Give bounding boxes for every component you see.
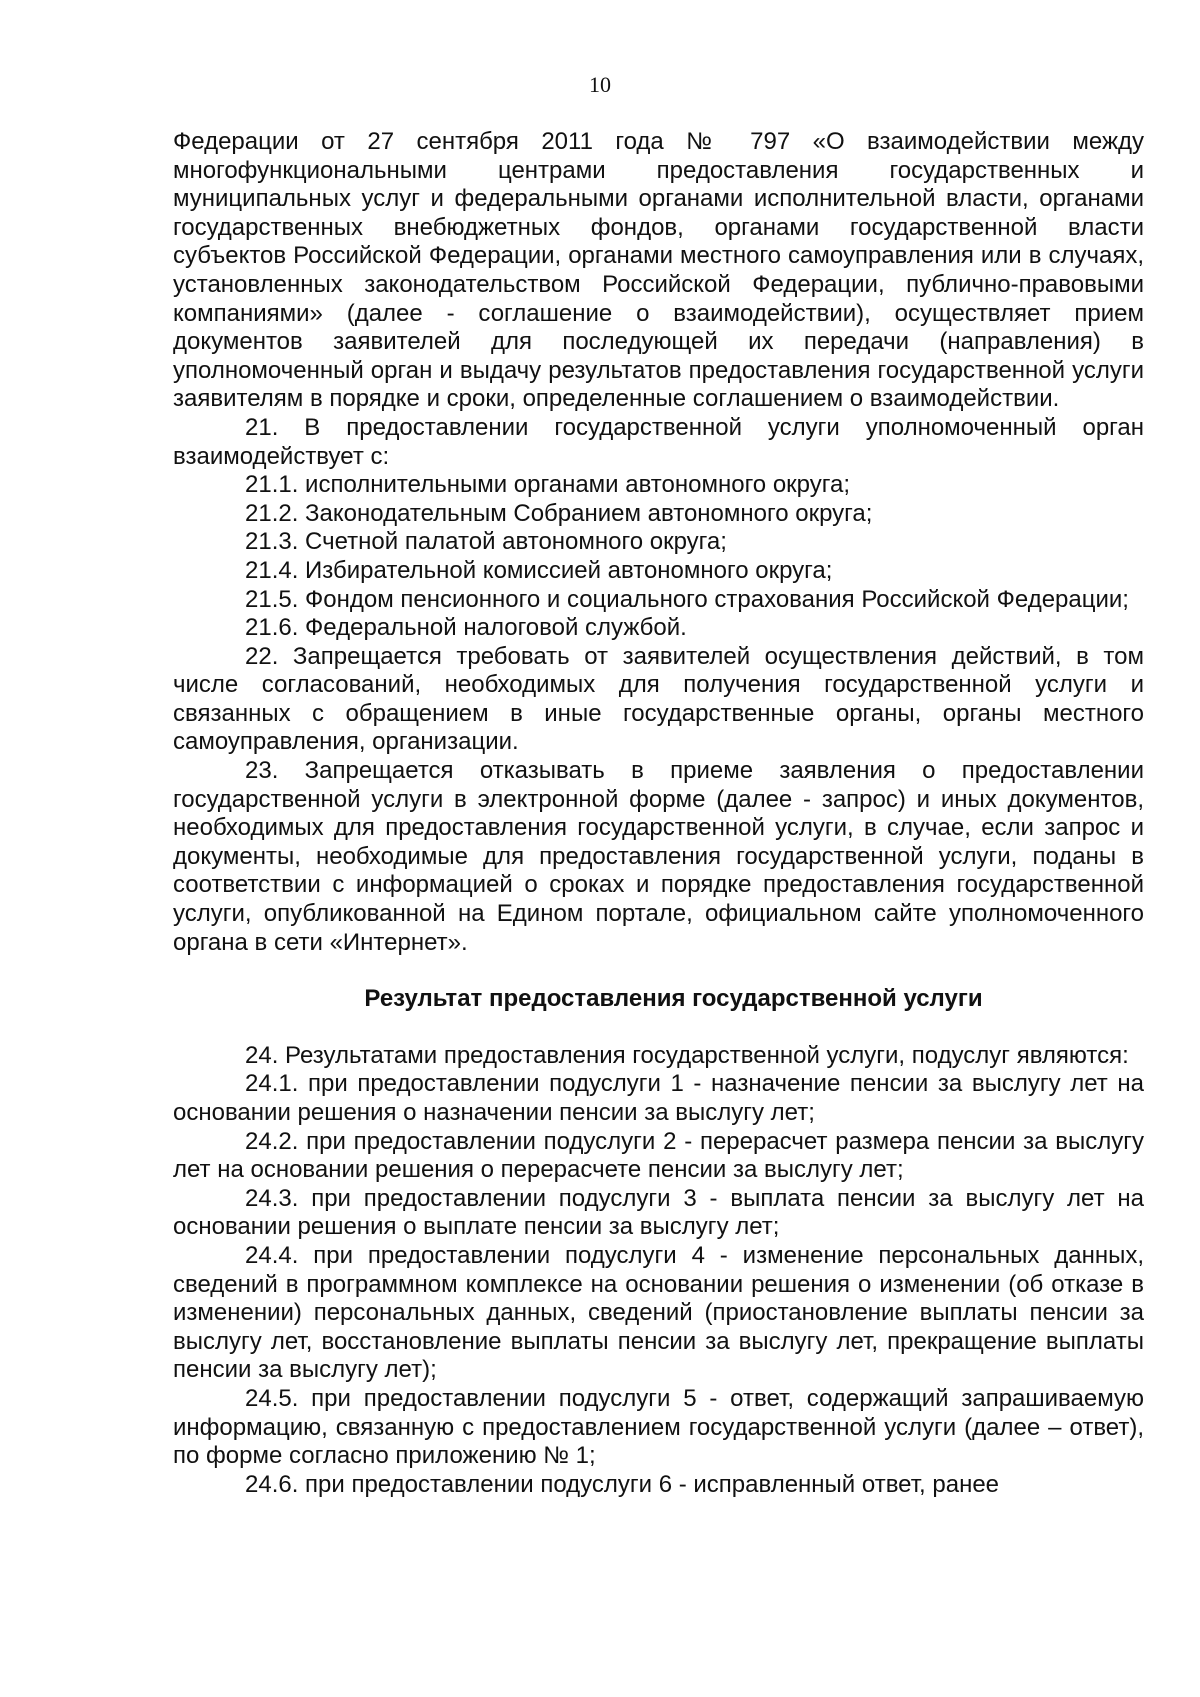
- paragraph: 24.3. при предоставлении подуслуги 3 - выплата пенсии за выслугу лет на основании решения о выплате пенсии за выслугу лет;: [173, 1184, 1144, 1241]
- paragraph: 21.2. Законодательным Собранием автономного округа;: [245, 499, 873, 527]
- paragraph: 21.3. Счетной палатой автономного округа;: [245, 528, 727, 556]
- page-number: 10: [589, 72, 611, 97]
- paragraphs-before-heading: [173, 128, 1144, 957]
- paragraph: Федерации от 27 сентября 2011 года № 797 «О взаимодействии между многофункциональными центрами предоставления государственных и муниципальных услуг и федеральными органами исполнительной власти, органами государственных внебюджетных фондов, органами государственной власти субъектов Российской Федерации, органами местного самоуправления или в случаях, установленных законодательством Российской Федерации, публично-правовыми компаниями» (далее - соглашение о взаимодействии), осуществляет прием документов заявителей для последующей их передачи (направления) в уполномоченный орган и выдачу результатов предоставления государственной услуги заявителям в порядке и сроки, определенные соглашением о взаимодействии.: [173, 128, 1144, 413]
- paragraph: 23. Запрещается отказывать в приеме заявления о предоставлении государственной услуги в электронной форме (далее - запрос) и иных документов, необходимых для предоставления государственной услуги, в случае, если запрос и документы, необходимые для предоставления государственной услуги, поданы в соответствии с информацией о сроках и порядке предоставления государственной услуги, опубликованной на Едином портале, официальном сайте уполномоченного органа в сети «Интернет».: [173, 757, 1144, 956]
- paragraph: 21.4. Избирательной комиссией автономного округа;: [245, 556, 833, 584]
- paragraph: 24.4. при предоставлении подуслуги 4 - изменение персональных данных, сведений в программном комплексе на основании решения о изменении (об отказе в изменении) персональных данных, сведений (приостановление выплаты пенсии за выслугу лет, восстановление выплаты пенсии за выслугу лет, прекращение выплаты пенсии за выслугу лет);: [173, 1241, 1144, 1384]
- section-heading: Результат предоставления государственной услуги: [364, 985, 983, 1013]
- paragraph: 21.6. Федеральной налоговой службой.: [245, 614, 687, 642]
- paragraph: 24.2. при предоставлении подуслуги 2 - перерасчет размера пенсии за выслугу лет на основании решения о перерасчете пенсии за выслугу лет;: [173, 1127, 1144, 1184]
- paragraph: 22. Запрещается требовать от заявителей осуществления действий, в том числе согласований, необходимых для получения государственной услуги и связанных с обращением в иные государственные органы, органы местного самоуправления, организации.: [173, 642, 1144, 756]
- paragraph: 24. Результатами предоставления государственной услуги, подуслуг являются:: [245, 1041, 1129, 1069]
- document-body: [173, 128, 1144, 1499]
- paragraph: 24.1. при предоставлении подуслуги 1 - назначение пенсии за выслугу лет на основании решения о назначении пенсии за выслугу лет;: [173, 1070, 1144, 1126]
- paragraph: 21. В предоставлении государственной услуги уполномоченный орган взаимодействует с:: [173, 413, 1144, 470]
- paragraph: 24.6. при предоставлении подуслуги 6 - исправленный ответ, ранее: [245, 1470, 1000, 1498]
- paragraph: 24.5. при предоставлении подуслуги 5 - ответ, содержащий запрашиваемую информацию, связанную с предоставлением государственной услуги (далее – ответ), по форме согласно приложению № 1;: [173, 1384, 1144, 1470]
- paragraph: 21.1. исполнительными органами автономного округа;: [245, 471, 850, 499]
- paragraph: 21.5. Фондом пенсионного и социального страхования Российской Федерации;: [245, 585, 1129, 613]
- paragraphs-after-heading: [173, 1042, 1144, 1500]
